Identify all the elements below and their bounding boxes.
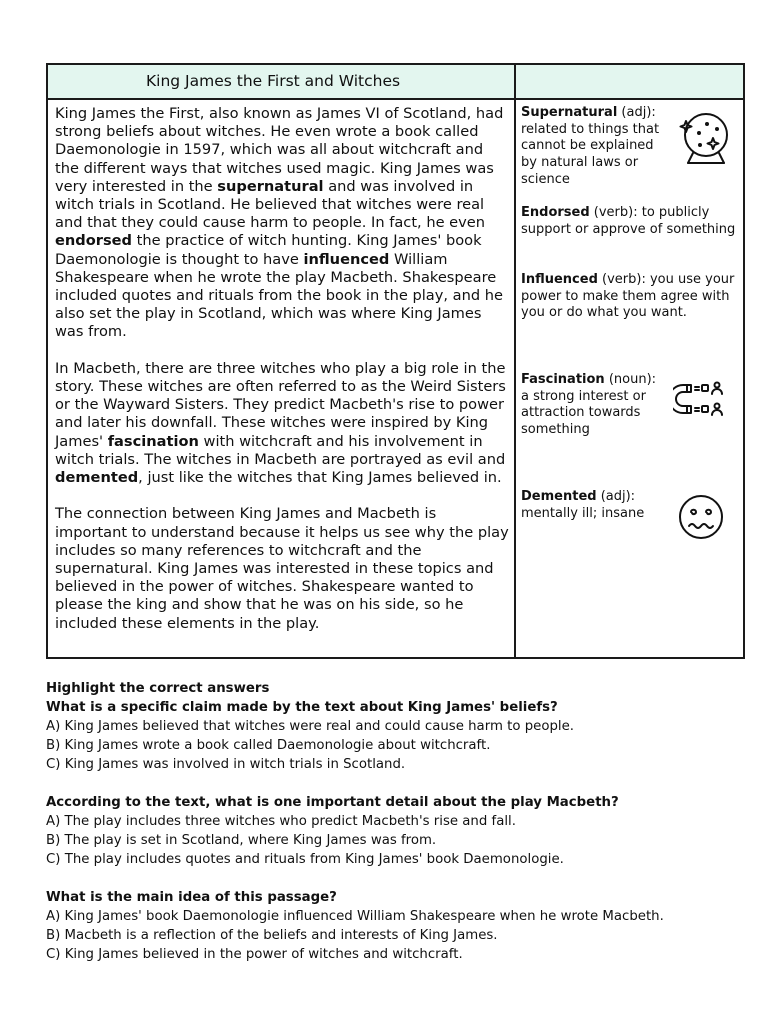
question-3: What is the main idea of this passage? [46, 890, 337, 905]
question-2-option-b[interactable]: B) The play is set in Scotland, where King James was from. [46, 833, 437, 848]
passage-paragraph-3: The connection between King James and Macbeth is important to understand because it helps us see why the play includes so many references to witchcraft and the supernatural. King James was interested in these topics and believed in the power of witches. Shakespeare wanted to please the king and show that he was on his side, so he included these elements in the play. [55, 505, 509, 632]
info-table [46, 63, 745, 659]
question-2: According to the text, what is one important detail about the play Macbeth? [46, 795, 619, 810]
passage [55, 105, 511, 651]
dizzy-face-icon [677, 493, 725, 541]
questions-section [46, 679, 746, 964]
vocab-fascination: Fascination (noun): a strong interest or attraction towards something [521, 372, 657, 438]
vocab-demented: Demented (adj): mentally ill; insane [521, 489, 645, 521]
vocab-endorsed: Endorsed (verb): to publicly support or approve of something [521, 205, 736, 237]
magnet-people-icon [673, 380, 727, 426]
table-header [48, 65, 743, 100]
passage-paragraph-2: In Macbeth, there are three witches who play a big role in the story. These witches are often referred to as the Weird Sisters or the Wayward Sisters. They predict Macbeth's rise to power and later his downfall. These witches were inspired by King James' fascination with witchcraft and his involvement in witch trials. The witches in Macbeth are portrayed as evil and demented, just like the witches that King James believed in. [55, 359, 506, 487]
question-1-option-c[interactable]: C) King James was involved in witch trials in Scotland. [46, 757, 406, 772]
vocab-supernatural: Supernatural (adj): related to things that cannot be explained by natural laws or science [521, 105, 660, 187]
instruction-text: Highlight the correct answers [46, 681, 270, 696]
question-1-option-b[interactable]: B) King James wrote a book called Daemonologie about witchcraft. [46, 738, 491, 753]
column-divider [514, 65, 516, 657]
question-2-option-a[interactable]: A) The play includes three witches who predict Macbeth's rise and fall. [46, 814, 516, 829]
question-3-option-a[interactable]: A) King James' book Daemonologie influenced William Shakespeare when he wrote Macbeth. [46, 909, 664, 924]
table-title: King James the First and Witches [146, 72, 401, 90]
question-3-option-b[interactable]: B) Macbeth is a reflection of the beliefs and interests of King James. [46, 928, 498, 943]
question-2-option-c[interactable]: C) The play includes quotes and rituals from King James' book Daemonologie. [46, 852, 564, 867]
passage-paragraph-1: King James the First, also known as James VI of Scotland, had strong beliefs about witches. He even wrote a book called Daemonologie in 1597, which was all about witchcraft and the different ways that witches used magic. King James was very interested in the supernatural and was involved in witch trials in Scotland. He believed that witches were real and that they could cause harm to people. In fact, he even endorsed the practice of witch hunting. King James' book Daemonologie is thought to have influenced William Shakespeare when he wrote the play Macbeth. Shakespeare included quotes and rituals from the book in the play, and he also set the play in Scotland, which was where King James was from. [55, 105, 504, 341]
question-1-option-a[interactable]: A) King James believed that witches were real and could cause harm to people. [46, 719, 574, 734]
question-1: What is a specific claim made by the text about King James' beliefs? [46, 700, 558, 715]
crystal-ball-icon [673, 107, 739, 173]
vocab-influenced: Influenced (verb): you use your power to make them agree with you or do what you want. [521, 272, 735, 321]
question-3-option-c[interactable]: C) King James believed in the power of witches and witchcraft. [46, 947, 463, 962]
